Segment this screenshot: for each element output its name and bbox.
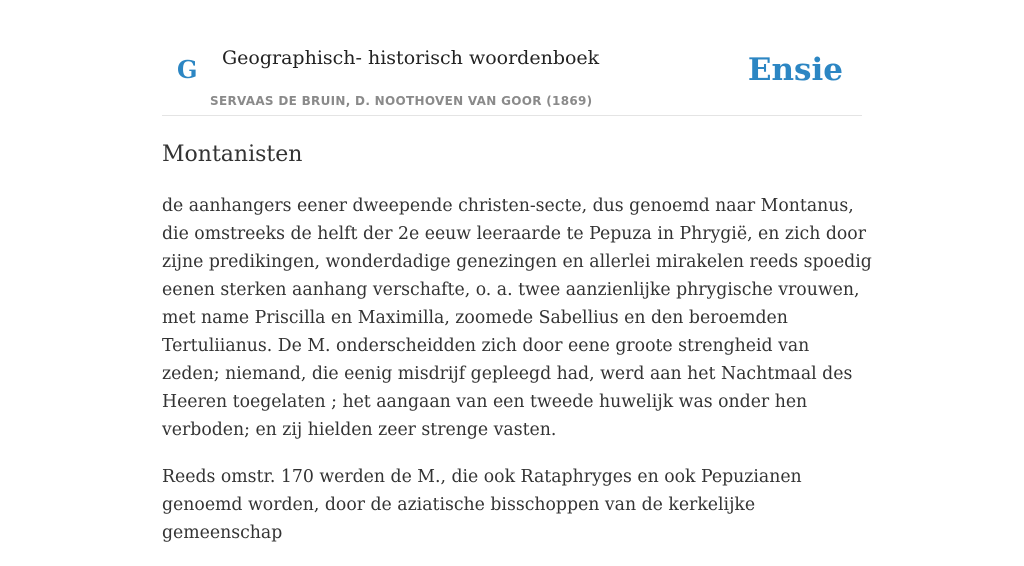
entry-title: Montanisten bbox=[162, 142, 303, 167]
ensie-logo[interactable]: Ensie bbox=[747, 52, 843, 88]
book-title[interactable]: Geographisch- historisch woordenboek bbox=[222, 47, 600, 69]
book-letter-icon[interactable]: G bbox=[177, 55, 198, 84]
entry-paragraph: Reeds omstr. 170 werden de M., die ook Rataphryges en ook Pepuzianen genoemd worden, door de aziatische bisschoppen van de kerkelijke gemeenschap bbox=[162, 467, 802, 543]
book-author: SERVAAS DE BRUIN, D. NOOTHOVEN VAN GOOR (1869) bbox=[210, 94, 593, 108]
entry-paragraph: de aanhangers eener dweepende christen-secte, dus genoemd naar Montanus, die omstreeks de helft der 2e eeuw leeraarde te Pepuza in Phrygië, en zich door zijne predikingen, wonderdadige genezingen en allerlei mirakelen reeds spoedig eenen sterken aanhang verschafte, o. a. twee aanzienlijke phrygische vrouwen, met name Priscilla en Maximilla, zoomede Sabellius en den beroemden Tertuliianus. De M. onderscheidden zich door eene groote strengheid van zeden; niemand, die eenig misdrijf gepleegd had, werd aan het Nachtmaal des Heeren toegelaten ; het aangaan van een tweede huwelijk was onder hen verboden; en zij hielden zeer strenge vasten. bbox=[162, 196, 872, 440]
book-header bbox=[162, 0, 862, 116]
page bbox=[162, 0, 872, 543]
entry-body bbox=[162, 192, 872, 566]
